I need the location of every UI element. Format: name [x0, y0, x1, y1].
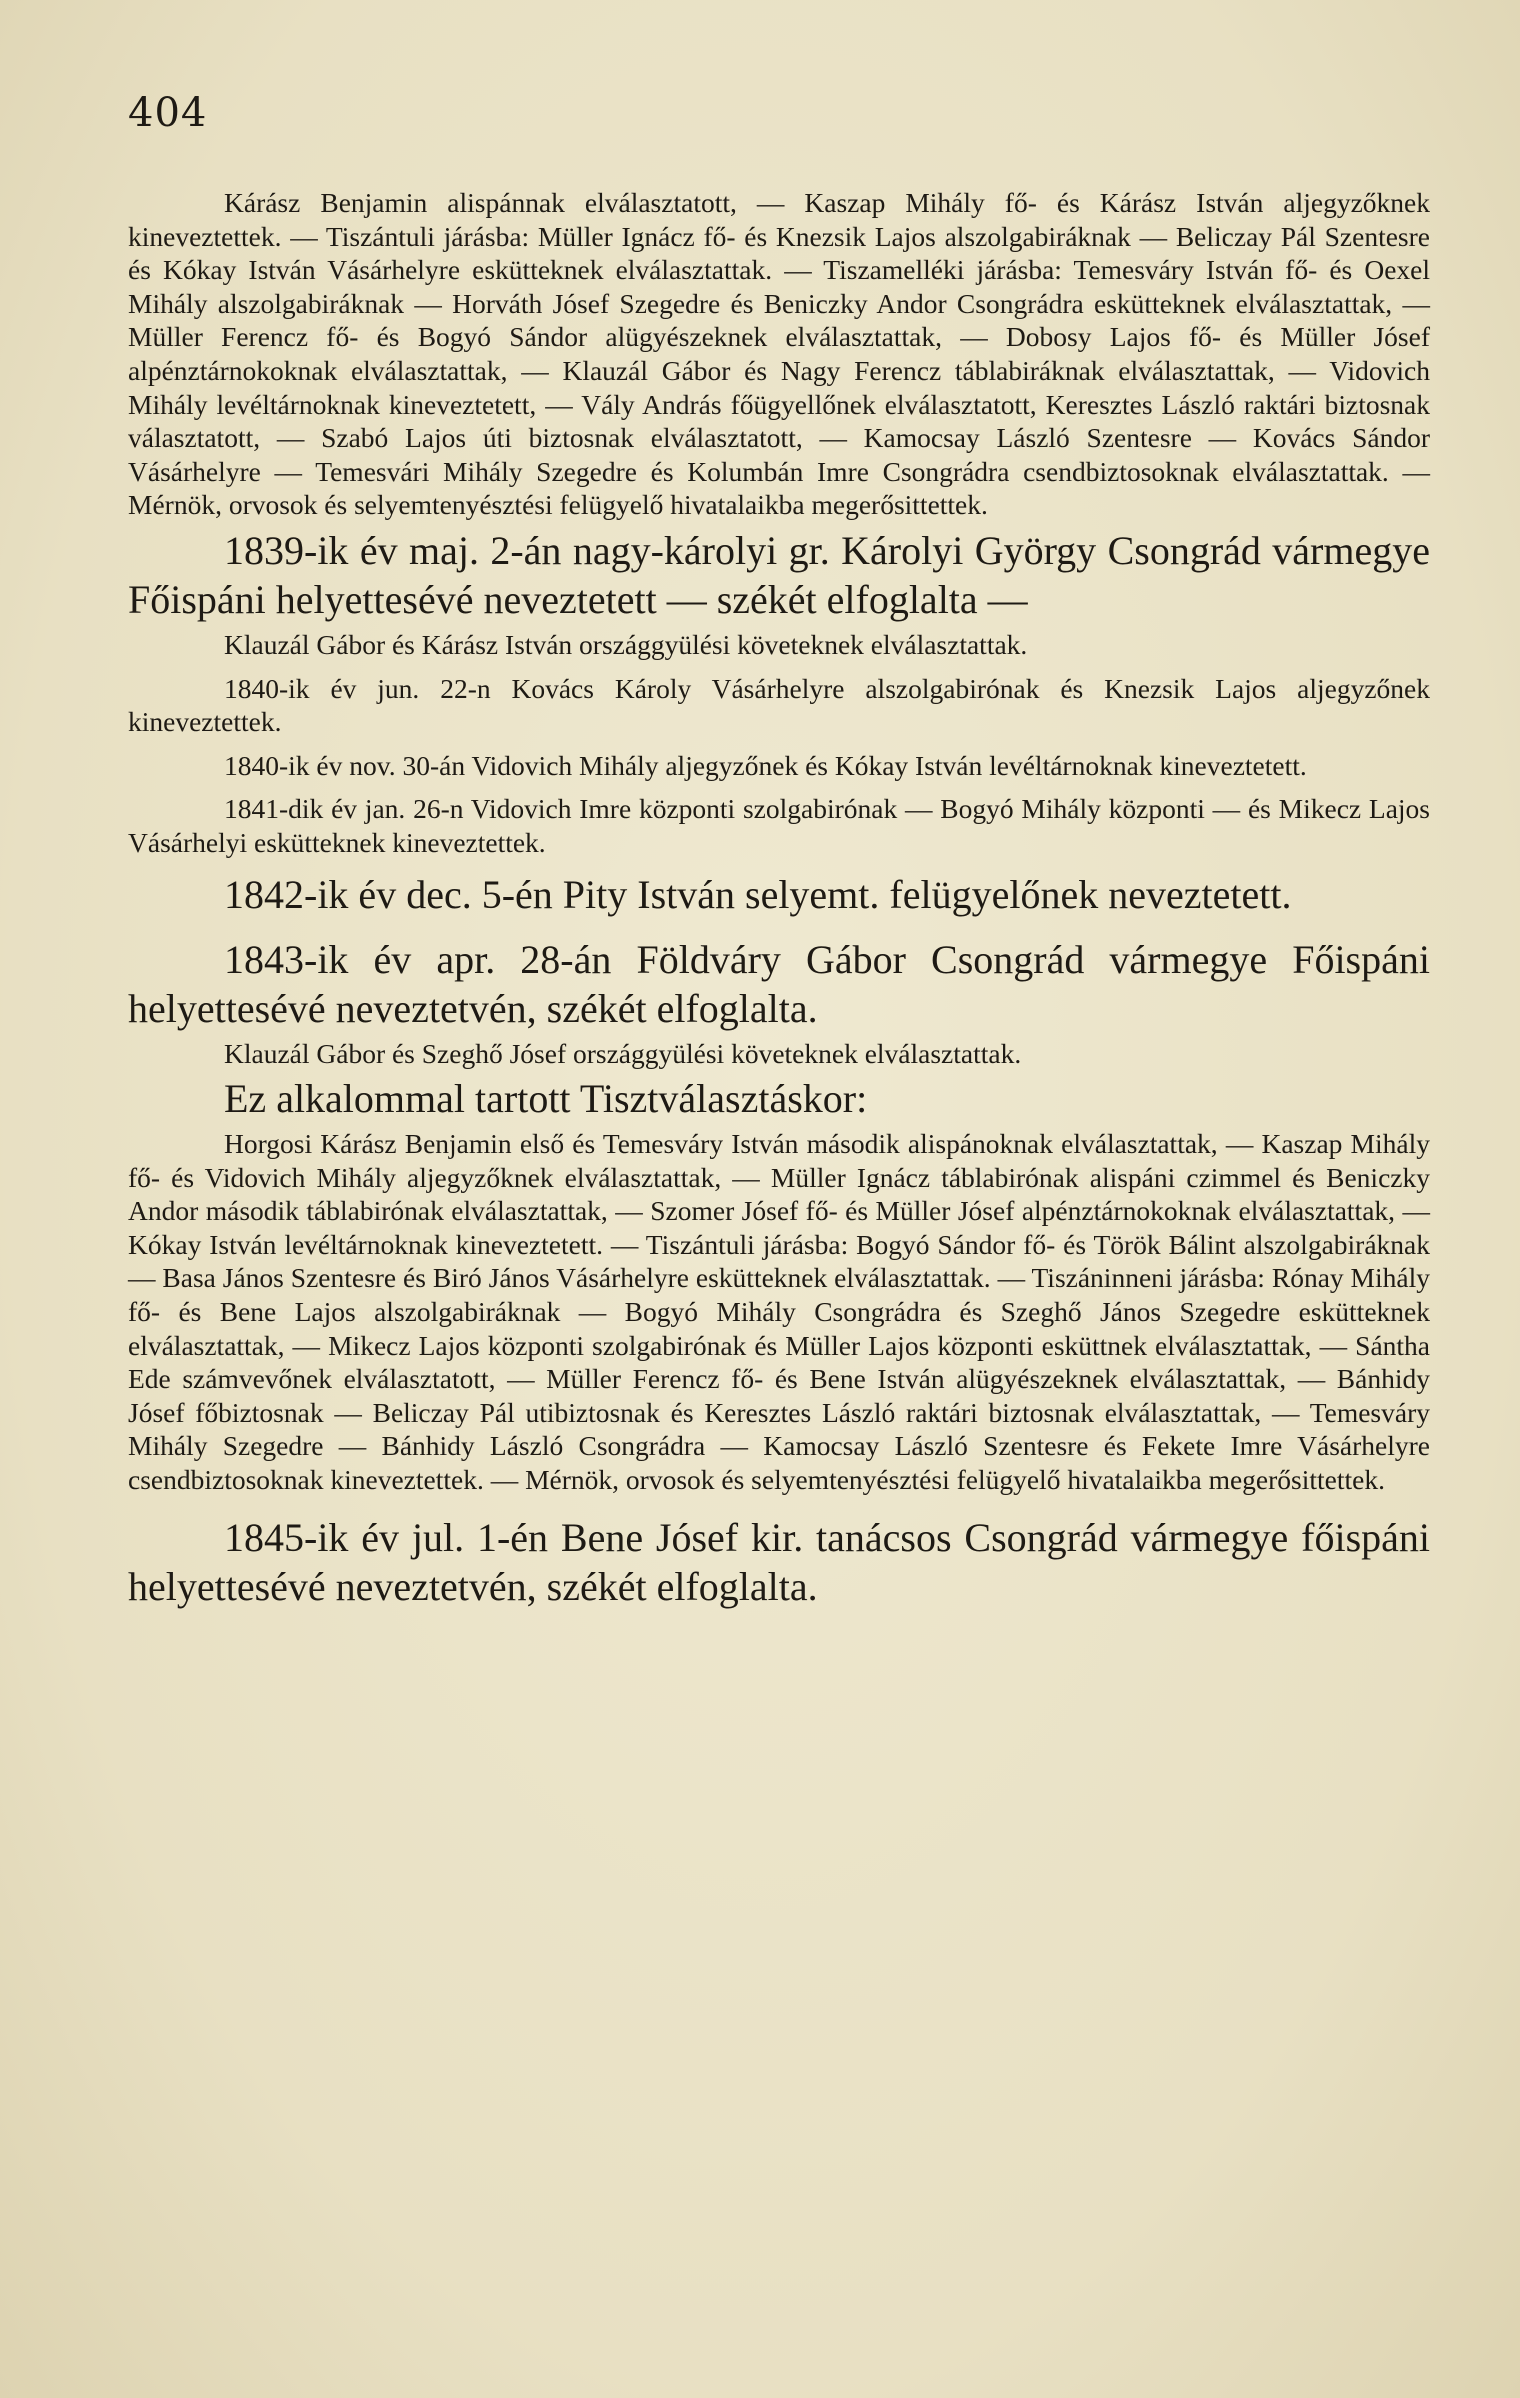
page-number: 404 [128, 90, 208, 136]
paragraph-8: 1843-ik év apr. 28-án Földváry Gábor Csongrád vármegye Főispáni helyettesévé neveztetvén, székét elfoglalta. [128, 936, 1430, 1031]
paragraph-7: 1842-ik év dec. 5-én Pity István selyemt. felügyelőnek neveztetett. [224, 871, 1292, 917]
body-text [128, 186, 1430, 1611]
paragraph-12: 1845-ik év jul. 1-én Bene Jósef kir. tanácsos Csongrád vármegye főispáni helyettesévé neveztetvén, székét elfoglalta. [128, 1514, 1430, 1609]
paragraph-4: 1840-ik év jun. 22-n Kovács Károly Vásárhelyre alszolgabirónak és Knezsik Lajos aljegyzőnek kineveztettek. [128, 672, 1430, 738]
paragraph-2: 1839-ik év maj. 2-án nagy-károlyi gr. Károlyi György Csongrád vármegye Főispáni helyettesévé neveztetett — székét elfoglalta — [128, 527, 1430, 622]
paragraph-5: 1840-ik év nov. 30-án Vidovich Mihály aljegyzőnek és Kókay István levéltárnoknak kineveztetett. [224, 749, 1307, 781]
paragraph-11: Horgosi Kárász Benjamin első és Temesváry István második alispánoknak elválasztattak, — Kaszap Mihály fő- és Vidovich Mihály aljegyzőknek elválasztattak, — Müller Ignácz táblabirónak alispáni czimmel és Beniczky Andor második táblabirónak elválasztattak, — Szomer Jósef fő- és Müller Jósef alpénztárnokoknak elválasztattak, — Kókay István levéltárnoknak kineveztetett. — Tiszántuli járásba: Bogyó Sándor fő- és Török Bálint alszolgabiráknak — Basa János Szentesre és Biró János Vásárhelyre eskütteknek elválasztattak. — Tiszáninneni járásba: Rónay Mihály fő- és Bene Lajos alszolgabiráknak — Bogyó Mihály Csongrádra és Szeghő János Szegedre eskütteknek elválasztattak, — Mikecz Lajos központi szolgabirónak és Müller Lajos központi esküttnek elválasztattak, — Sántha Ede számvevőnek elválasztatott, — Müller Ferencz fő- és Bene István alügyészeknek elválasztattak, — Bánhidy Jósef főbiztosnak — Beliczay Pál utibiztosnak és Keresztes László raktári biztosnak elválasztattak, — Temesváry Mihály Szegedre — Bánhidy László Csongrádra — Kamocsay László Szentesre és Fekete Imre Vásárhelyre csendbiztosoknak kineveztettek. — Mérnök, orvosok és selyemtenyésztési felügyelő hivatalaikba megerősittettek. [128, 1128, 1430, 1496]
paragraph-1: Kárász Benjamin alispánnak elválasztatott, — Kaszap Mihály fő- és Kárász István aljegyzőknek kineveztettek. — Tiszántuli járásba: Müller Ignácz fő- és Knezsik Lajos alszolgabiráknak — Beliczay Pál Szentesre és Kókay István Vásárhelyre eskütteknek elválasztattak. — Tiszamelléki járásba: Temesváry István fő- és Oexel Mihály alszolgabiráknak — Horváth Jósef Szegedre és Beniczky Andor Csongrádra eskütteknek elválasztattak, — Müller Ferencz fő- és Bogyó Sándor alügyészeknek elválasztattak, — Dobosy Lajos fő- és Müller Jósef alpénztárnokoknak elválasztattak, — Klauzál Gábor és Nagy Ferencz táblabiráknak elválasztattak, — Vidovich Mihály levéltárnoknak kineveztetett, — Vály András főügyellőnek elválasztatott, Keresztes László raktári biztosnak választatott, — Szabó Lajos úti biztosnak elválasztatott, — Kamocsay László Szentesre — Kovács Sándor Vásárhelyre — Temesvári Mihály Szegedre és Kolumbán Imre Csongrádra csendbiztosoknak elválasztattak. — Mérnök, orvosok és selyemtenyésztési felügyelő hivatalaikba megerősittettek. [128, 187, 1430, 521]
paragraph-6: 1841-dik év jan. 26-n Vidovich Imre központi szolgabirónak — Bogyó Mihály központi — és Mikecz Lajos Vásárhelyi eskütteknek kineveztettek. [128, 793, 1430, 858]
paragraph-3: Klauzál Gábor és Kárász István országgyülési követeknek elválasztattak. [224, 628, 1028, 660]
paragraph-10: Ez alkalommal tartott Tisztválasztáskor: [224, 1076, 868, 1122]
paragraph-9: Klauzál Gábor és Szeghő Jósef országgyülési követeknek elválasztattak. [224, 1037, 1022, 1069]
